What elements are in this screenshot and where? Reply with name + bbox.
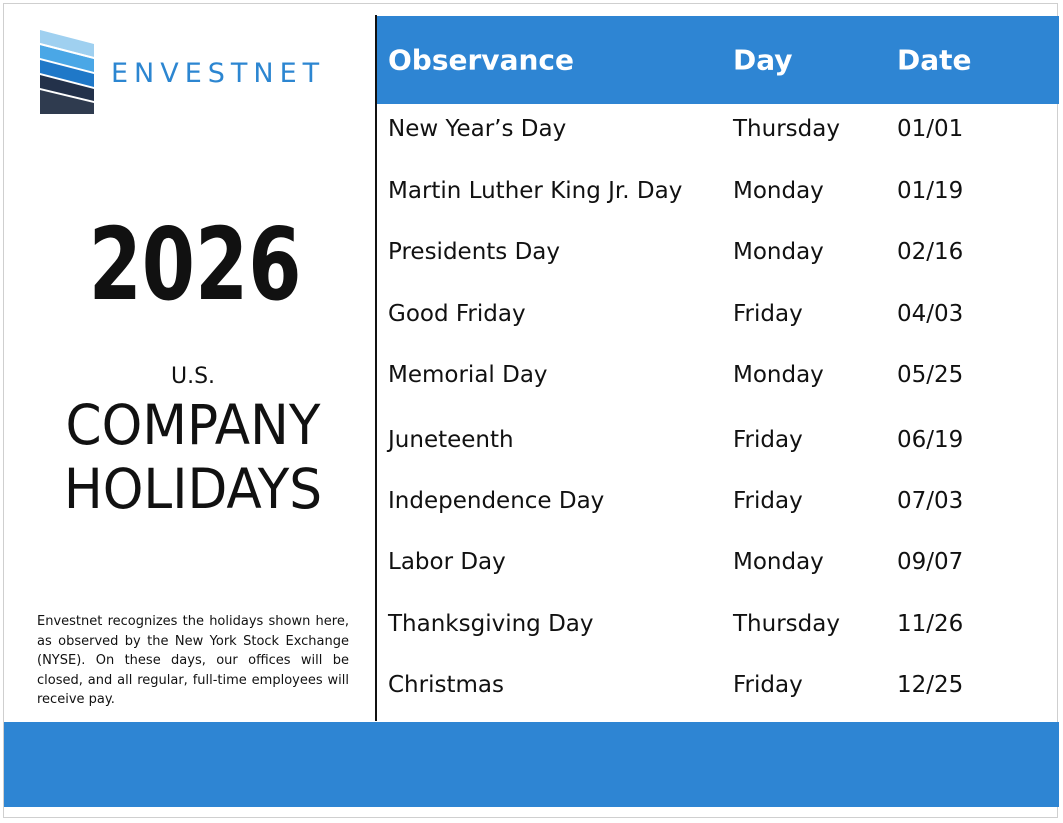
table-row xyxy=(377,542,1059,582)
cell-observance: Presidents Day xyxy=(388,239,560,265)
cell-date: 11/26 xyxy=(897,611,964,637)
table-row xyxy=(377,294,1059,334)
cell-day: Friday xyxy=(733,427,803,453)
header-day: Day xyxy=(733,43,793,77)
cell-day: Monday xyxy=(733,549,824,575)
cell-day: Monday xyxy=(733,239,824,265)
header-date: Date xyxy=(897,43,972,77)
table-row xyxy=(377,109,1059,149)
year-heading: 2026 xyxy=(88,206,302,323)
table-row xyxy=(377,420,1059,460)
cell-date: 12/25 xyxy=(897,672,964,698)
table-row xyxy=(377,665,1059,705)
footer-bar xyxy=(4,722,1059,807)
header-observance: Observance xyxy=(388,43,574,77)
region-label: U.S. xyxy=(170,364,216,389)
cell-day: Monday xyxy=(733,178,824,204)
cell-observance: Independence Day xyxy=(388,488,605,514)
cell-date: 05/25 xyxy=(897,362,964,388)
cell-observance: New Year’s Day xyxy=(388,116,567,142)
cell-observance: Martin Luther King Jr. Day xyxy=(388,178,683,204)
cell-day: Friday xyxy=(733,301,803,327)
table-row xyxy=(377,171,1059,211)
cell-observance: Christmas xyxy=(388,672,504,698)
cell-observance: Labor Day xyxy=(388,549,506,575)
table-row xyxy=(377,232,1059,272)
cell-date: 01/19 xyxy=(897,178,964,204)
cell-day: Thursday xyxy=(733,116,840,142)
cell-observance: Good Friday xyxy=(388,301,526,327)
cell-day: Friday xyxy=(733,672,803,698)
title-line-2: HOLIDAYS xyxy=(63,457,323,521)
brand-name: ENVESTNET xyxy=(111,58,326,89)
cell-day: Monday xyxy=(733,362,824,388)
cell-observance: Juneteenth xyxy=(388,427,514,453)
cell-date: 09/07 xyxy=(897,549,964,575)
cell-date: 01/01 xyxy=(897,116,964,142)
cell-date: 06/19 xyxy=(897,427,964,453)
page-title xyxy=(30,393,355,521)
envestnet-logo xyxy=(38,30,338,114)
cell-date: 02/16 xyxy=(897,239,964,265)
title-line-1: COMPANY xyxy=(65,393,321,457)
table-row xyxy=(377,355,1059,395)
envestnet-logo-mark-icon xyxy=(38,30,96,114)
table-row xyxy=(377,481,1059,521)
cell-observance: Memorial Day xyxy=(388,362,548,388)
cell-date: 04/03 xyxy=(897,301,964,327)
table-header xyxy=(377,16,1059,104)
holiday-policy-note: Envestnet recognizes the holidays shown here, as observed by the New York Stock Exchange (NYSE). On these days, our offices will be closed, and all regular, full-time employees will receive pay. xyxy=(37,614,349,707)
table-row xyxy=(377,604,1059,644)
cell-day: Friday xyxy=(733,488,803,514)
cell-observance: Thanksgiving Day xyxy=(388,611,594,637)
cell-day: Thursday xyxy=(733,611,840,637)
cell-date: 07/03 xyxy=(897,488,964,514)
